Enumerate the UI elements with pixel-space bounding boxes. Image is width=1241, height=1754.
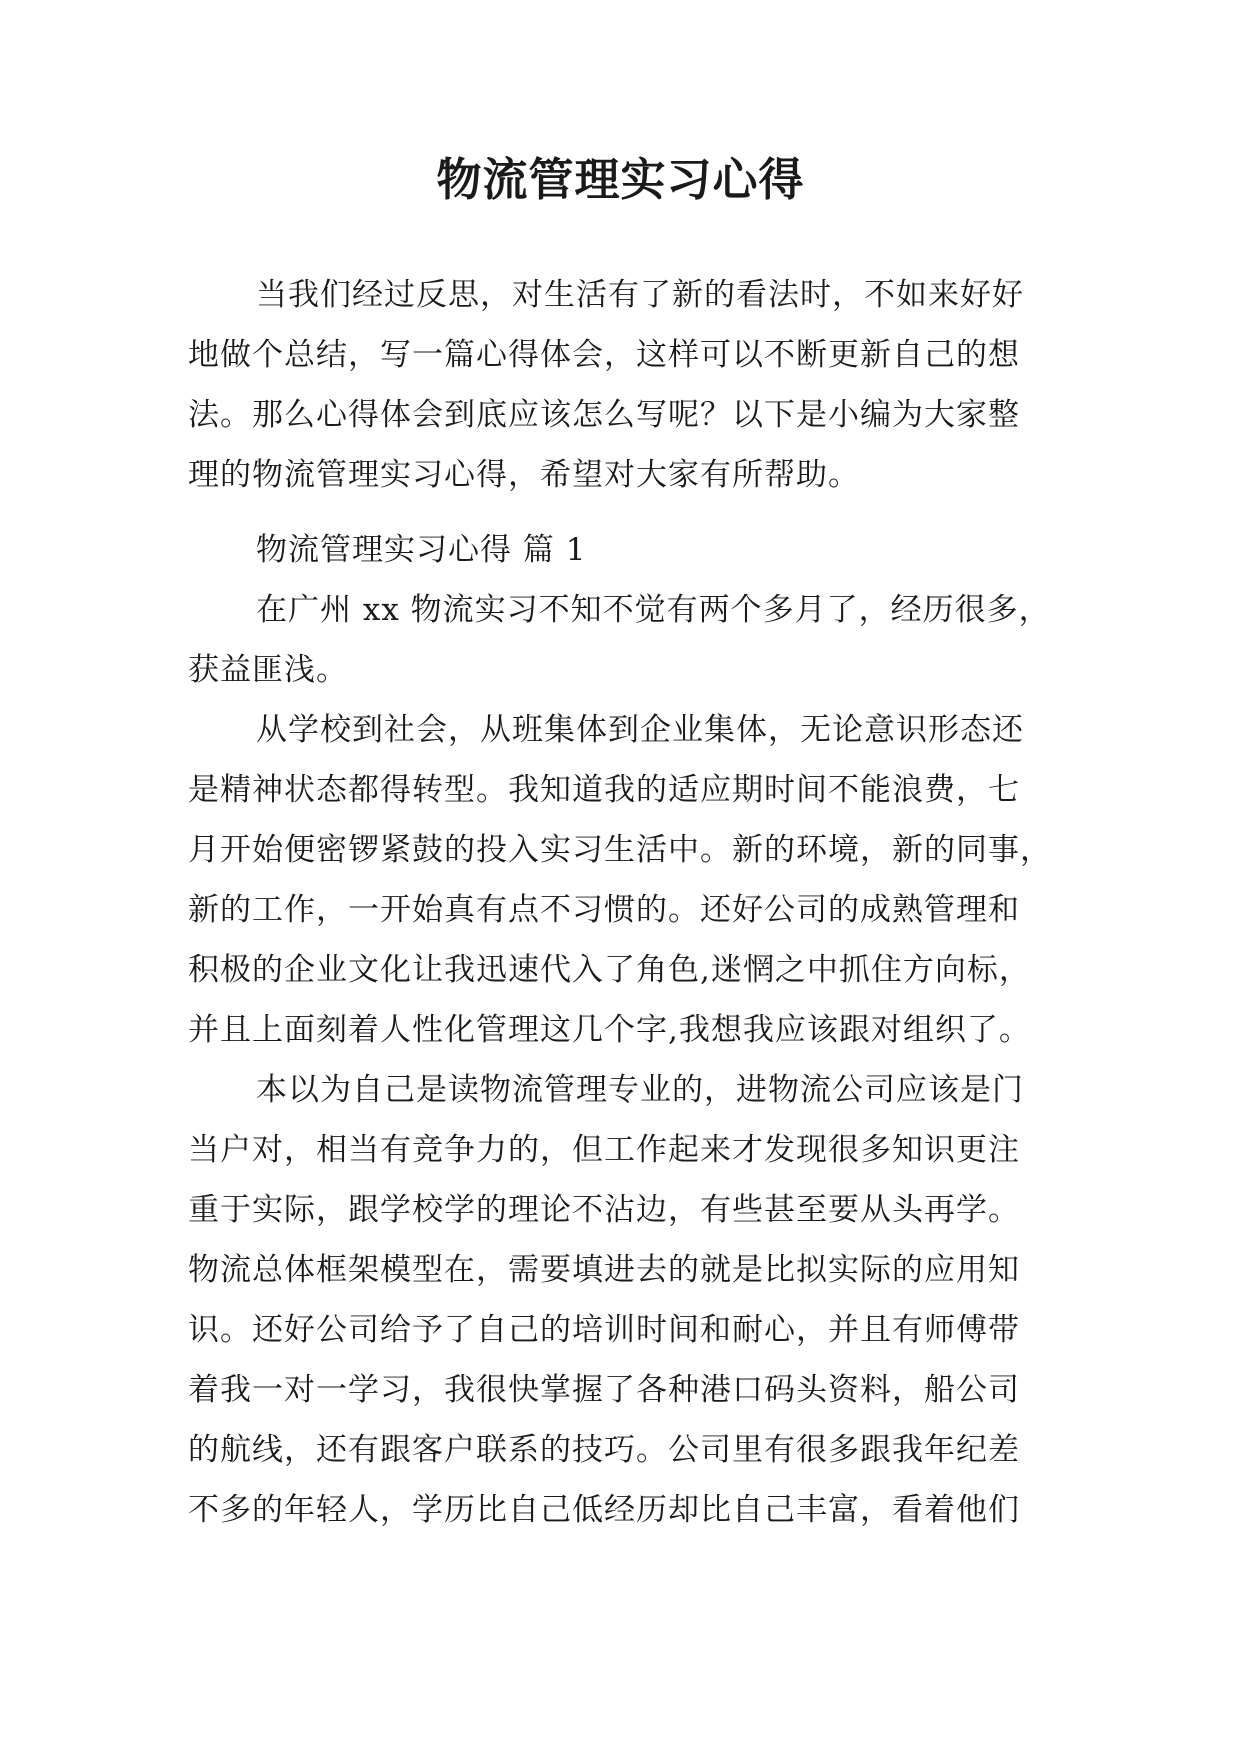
intro-paragraph bbox=[188, 265, 1056, 505]
text-line: 新的工作，一开始真有点不习惯的。还好公司的成熟管理和 bbox=[188, 892, 1020, 928]
text-line: 是精神状态都得转型。我知道我的适应期时间不能浪费，七 bbox=[188, 772, 1020, 808]
text-line: 积极的企业文化让我迅速代入了角色,迷惘之中抓住方向标， bbox=[188, 952, 1031, 988]
text-line: 识。还好公司给予了自己的培训时间和耐心，并且有师傅带 bbox=[188, 1312, 1020, 1348]
paragraph-3 bbox=[188, 1060, 1056, 1540]
paragraph-1 bbox=[188, 580, 1056, 700]
text-line: 物流总体框架模型在，需要填进去的就是比拟实际的应用知 bbox=[188, 1252, 1020, 1288]
text-line: 着我一对一学习，我很快掌握了各种港口码头资料，船公司 bbox=[188, 1372, 1020, 1408]
text-line: 从学校到社会，从班集体到企业集体，无论意识形态还 bbox=[256, 712, 1024, 748]
text-line: 获益匪浅。 bbox=[188, 652, 348, 688]
text-line: 重于实际，跟学校学的理论不沾边，有些甚至要从头再学。 bbox=[188, 1192, 1020, 1228]
text-line: 并且上面刻着人性化管理这几个字,我想我应该跟对组织了。 bbox=[188, 1012, 1031, 1048]
paragraph-2 bbox=[188, 700, 1056, 1060]
text-line: 在广州 xx 物流实习不知不觉有两个多月了，经历很多， bbox=[256, 592, 1051, 628]
text-line: 月开始便密锣紧鼓的投入实习生活中。新的环境，新的同事， bbox=[188, 832, 1052, 868]
text-line: 的航线，还有跟客户联系的技巧。公司里有很多跟我年纪差 bbox=[188, 1432, 1020, 1468]
section-heading bbox=[188, 520, 1056, 580]
text-line: 不多的年轻人，学历比自己低经历却比自己丰富，看着他们 bbox=[188, 1492, 1020, 1528]
document-title: 物流管理实习心得 bbox=[436, 153, 805, 206]
text-line: 理的物流管理实习心得，希望对大家有所帮助。 bbox=[188, 457, 860, 493]
text-line: 当户对，相当有竞争力的，但工作起来才发现很多知识更注 bbox=[188, 1132, 1020, 1168]
text-line: 法。那么心得体会到底应该怎么写呢？以下是小编为大家整 bbox=[188, 397, 1020, 433]
text-line: 本以为自己是读物流管理专业的，进物流公司应该是门 bbox=[256, 1072, 1024, 1108]
text-line: 当我们经过反思，对生活有了新的看法时，不如来好好 bbox=[256, 277, 1024, 313]
text-line: 地做个总结，写一篇心得体会，这样可以不断更新自己的想 bbox=[188, 337, 1020, 373]
section-heading-text: 物流管理实习心得 篇 1 bbox=[256, 532, 587, 568]
